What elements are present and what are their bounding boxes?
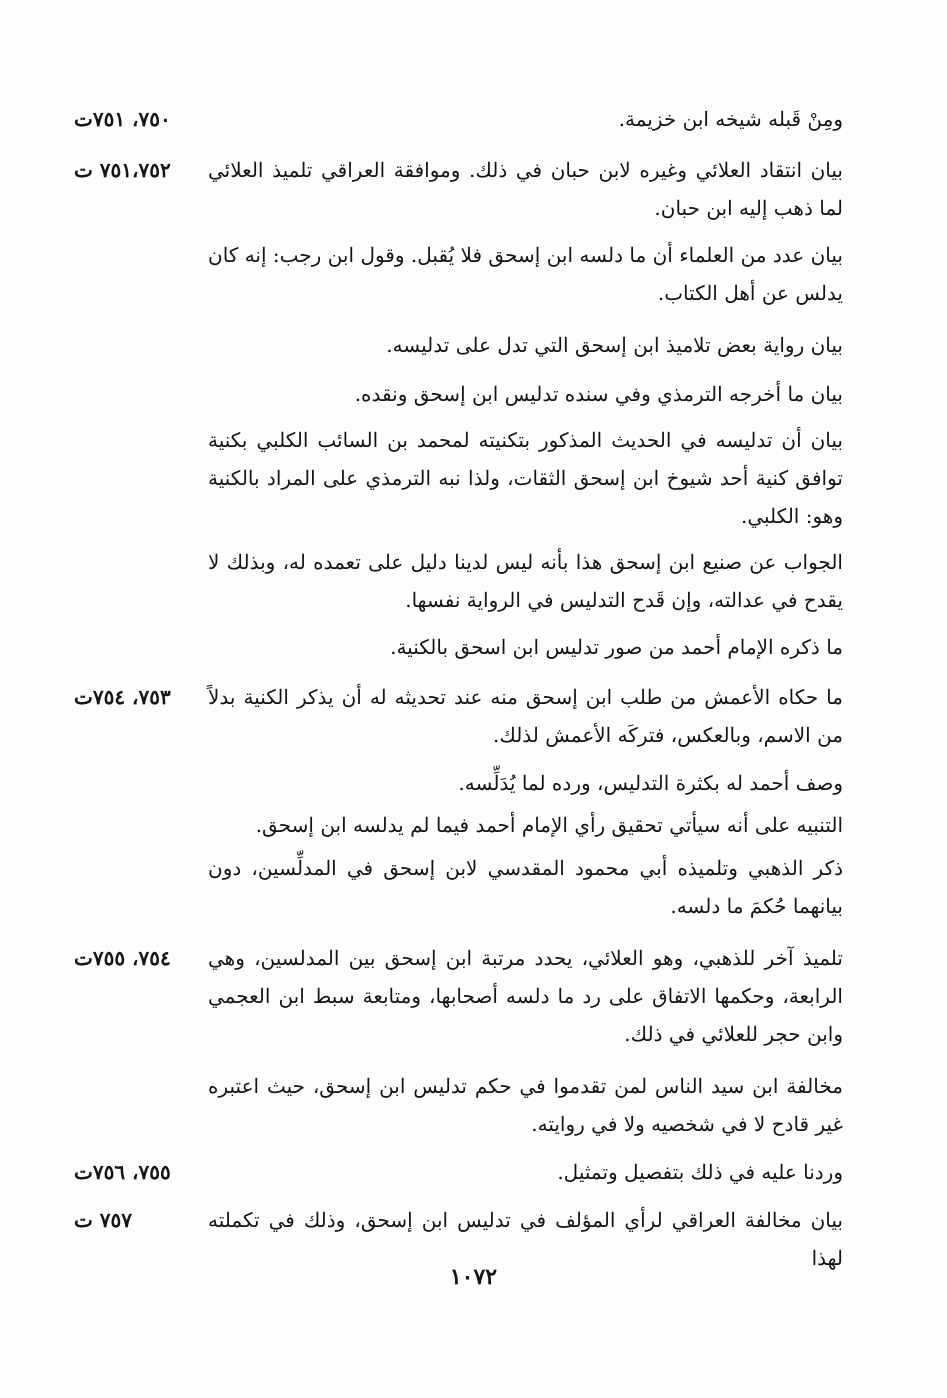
entry-12-text: ذكر الذهبي وتلميذه أبي محمود المقدسي لابن إسحق في المدلِّسين، دون بيانهما حُكمَ ما دلسه.: [208, 856, 843, 918]
entry-8-text: ما ذكره الإمام أحمد من صور تدليس ابن اسحق بالكنية.: [390, 635, 843, 659]
page-number: ١٠٧٢: [449, 1264, 498, 1290]
entry-10-text: وصف أحمد له بكثرة التدليس، ورده لما يُدَلِّسه.: [458, 771, 843, 795]
entry-13-text: تلميذ آخر للذهبي، وهو العلائي، يحدد مرتبة ابن إسحق بين المدلسين، وهي الرابعة، وحكمها الاتفاق على رد ما دلسه أصحابها، ومتابعة سبط ابن العجمي وابن حجر للعلائي في ذلك.: [208, 946, 843, 1046]
entry-6-text: بيان أن تدليسه في الحديث المذكور بتكنيته لمحمد بن السائب الكلبي بكنية توافق كنية أحد شيوخ ابن إسحق الثقات، ولذا نبه الترمذي على المراد بالكنية وهو: الكلبي.: [208, 428, 843, 528]
entry-7-text: الجواب عن صنيع ابن إسحق هذا بأنه ليس لدينا دليل على تعمده له، وبذلك لا يقدح في عدالته، وإن قَدح التدليس في الرواية نفسها.: [208, 550, 843, 612]
entry-5-text: بيان ما أخرجه الترمذي وفي سنده تدليس ابن إسحق ونقده.: [354, 382, 843, 406]
entry-14-text: مخالفة ابن سيد الناس لمن تقدموا في حكم تدليس ابن إسحق، حيث اعتبره غير قادح لا في شخصيه ولا في روايته.: [208, 1074, 843, 1136]
entry-11-text: التنبيه على أنه سيأتي تحقيق رأي الإمام أحمد فيما لم يدلسه ابن إسحق.: [255, 813, 843, 837]
entry-15-page-ref: ٧٥٥، ٧٥٦ت: [74, 1160, 171, 1184]
entry-16-text: بيان مخالفة العراقي لرأي المؤلف في تدليس ابن إسحق، وذلك في تكملته لهذا: [208, 1208, 843, 1270]
entry-4-text: بيان رواية بعض تلاميذ ابن إسحق التي تدل على تدليسه.: [386, 333, 843, 357]
entry-9-page-ref: ٧٥٣، ٧٥٤ت: [74, 685, 171, 709]
entry-16-page-ref: ٧٥٧ ت: [74, 1208, 133, 1232]
entry-9-text: ما حكاه الأعمش من طلب ابن إسحق منه عند تحديثه له أن يذكر الكنية بدلاً من الاسم، وبالعكس، فتركَه الأعمش لذلك.: [208, 685, 843, 747]
entry-13-page-ref: ٧٥٤، ٧٥٥ت: [74, 946, 171, 970]
entry-15-text: وردنا عليه في ذلك بتفصيل وتمثيل.: [557, 1160, 843, 1184]
entry-2-text: بيان انتقاد العلائي وغيره لابن حبان في ذلك. وموافقة العراقي تلميذ العلائي لما ذهب إليه ابن حبان.: [208, 158, 843, 220]
entry-1-text: ومِنْ قَبله شيخه ابن خزيمة.: [618, 107, 843, 131]
entry-2-page-ref: ٧٥١،٧٥٢ ت: [74, 158, 171, 182]
entry-1-page-ref: ٧٥٠، ٧٥١ت: [74, 107, 171, 131]
entry-3-text: بيان عدد من العلماء أن ما دلسه ابن إسحق فلا يُقبل. وقول ابن رجب: إنه كان يدلس عن أهل الكتاب.: [208, 243, 843, 305]
